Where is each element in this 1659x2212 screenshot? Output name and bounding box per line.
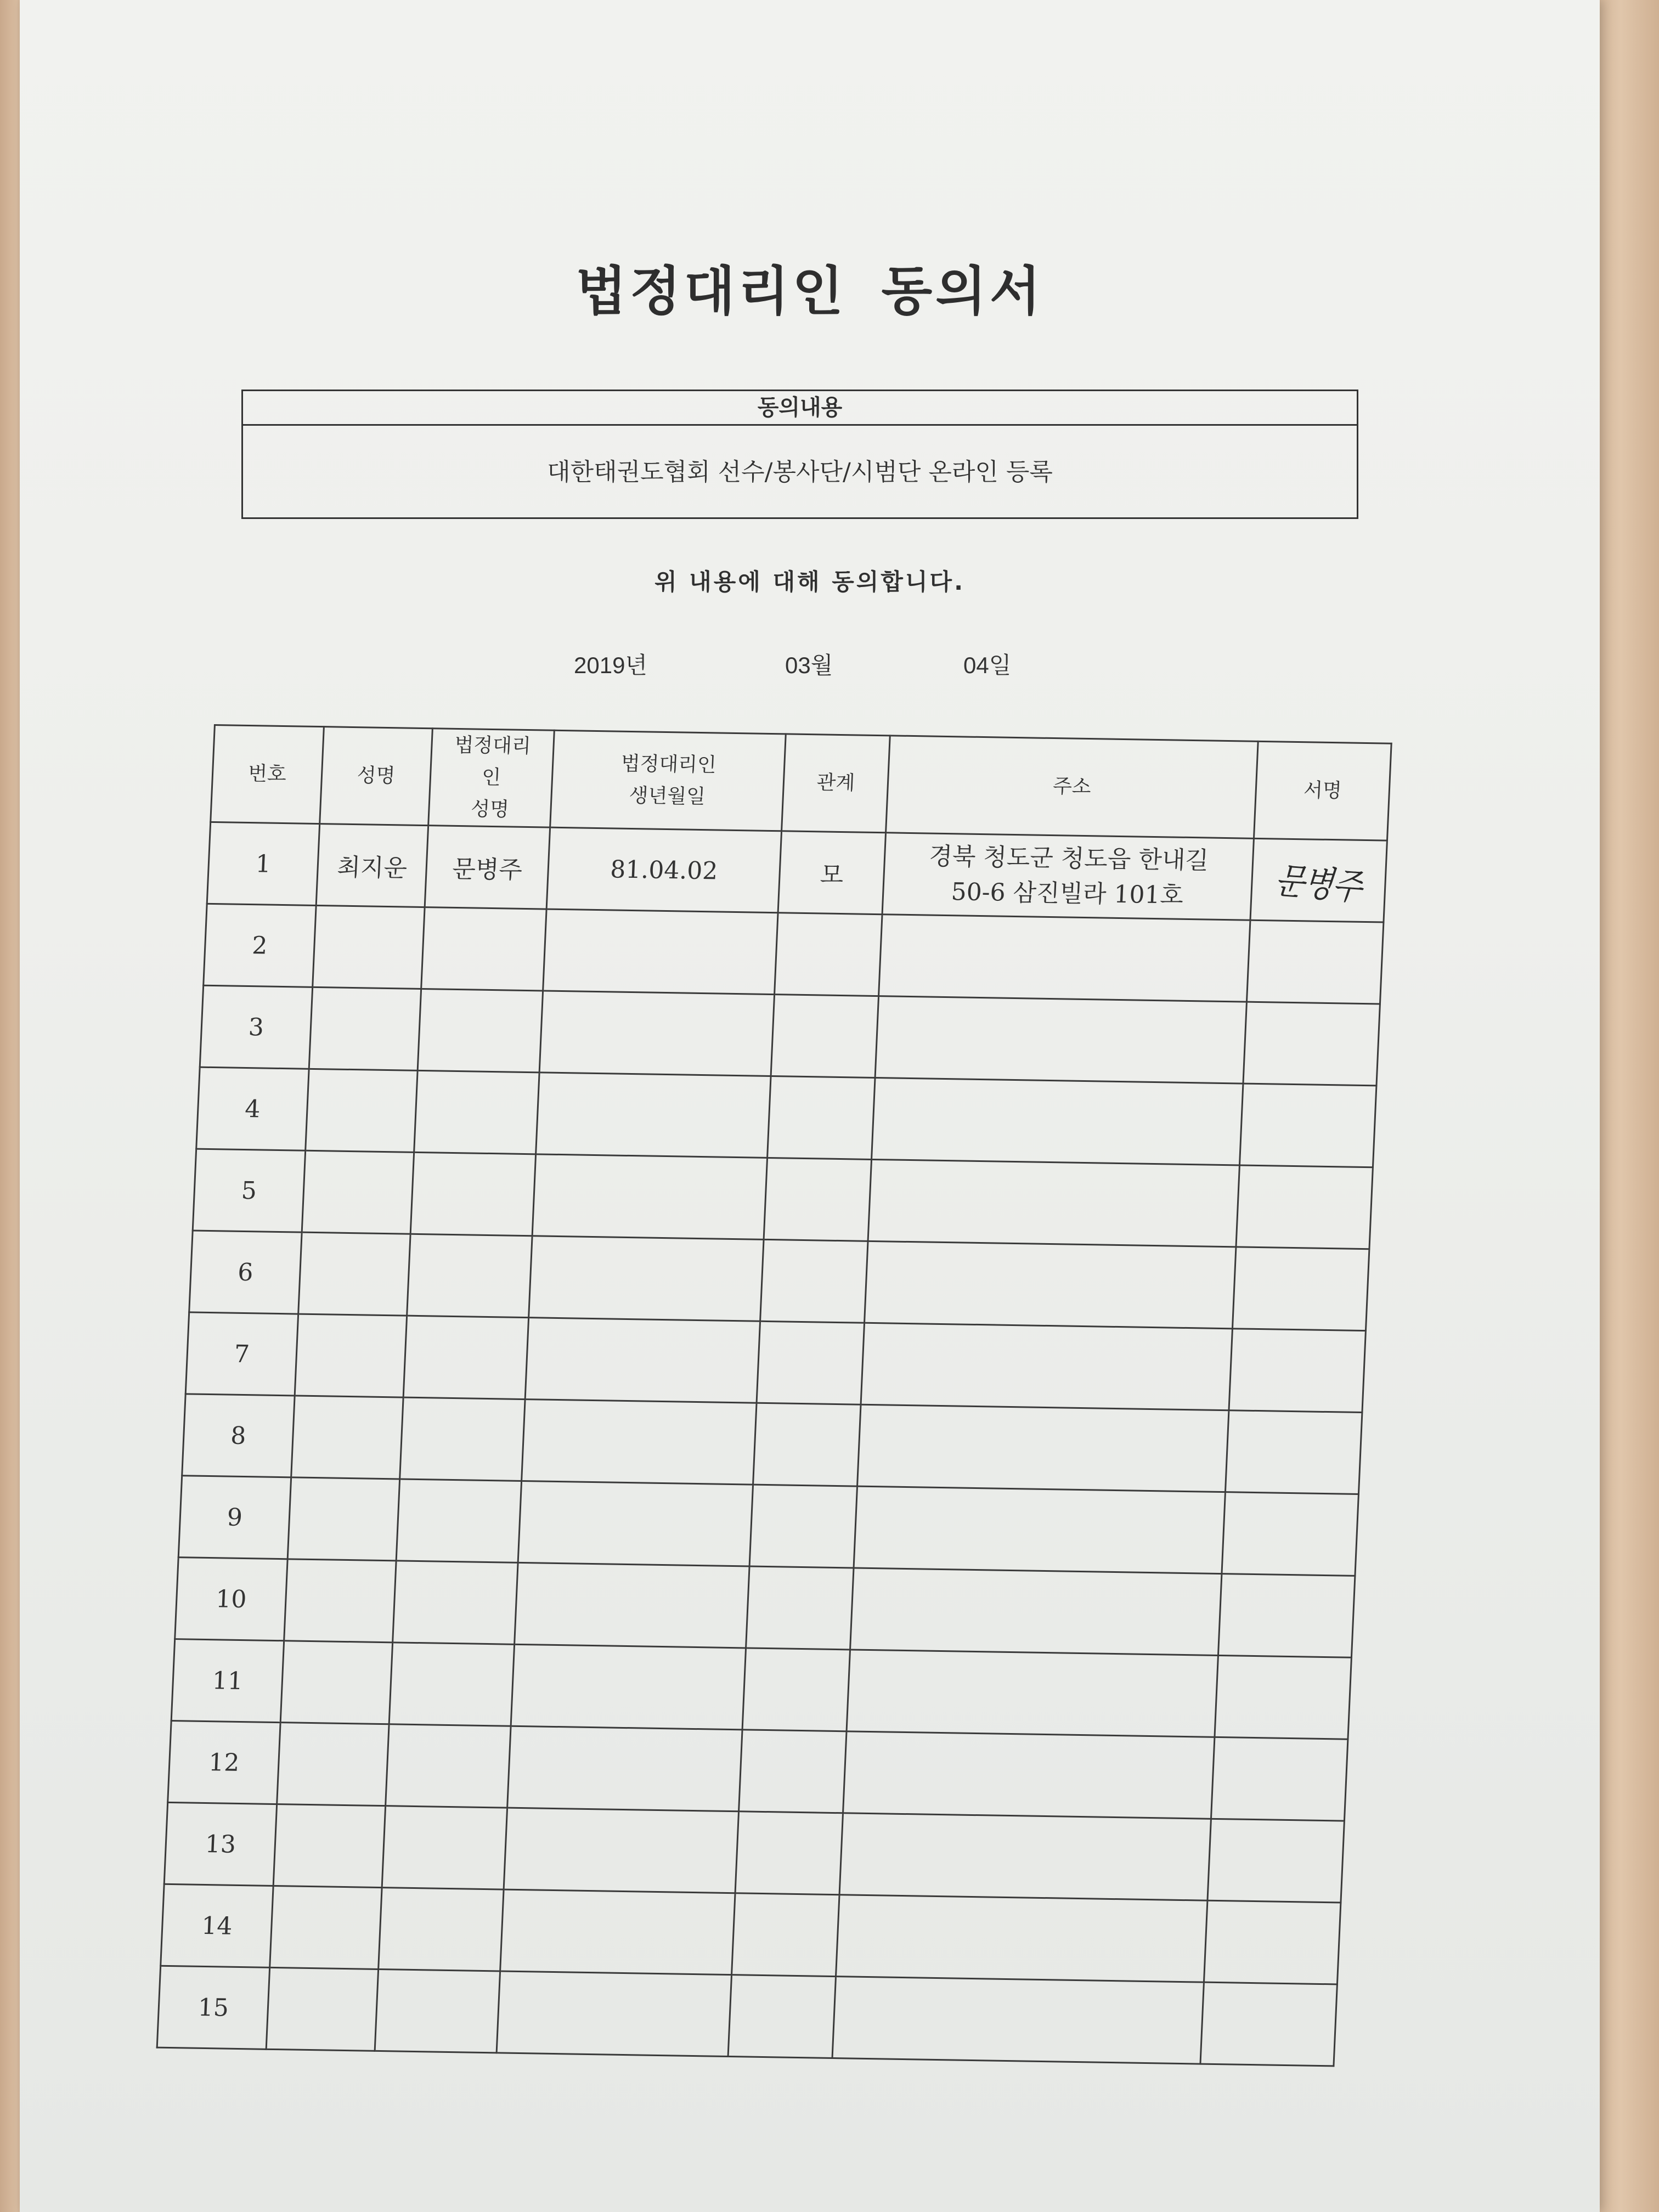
cell-address-line1 [838,1936,1205,1941]
cell-address [861,1323,1232,1410]
cell-signature [1246,920,1383,1004]
cell-number: 7 [185,1312,298,1396]
cell-name [266,1967,378,2051]
cell-relation [749,1485,857,1568]
header-guardian-name [428,729,555,827]
cell-address-line2 [864,1364,1230,1369]
cell-address-line2 [881,955,1248,961]
header-guardian-name-line3: 성명 [470,798,510,821]
cell-guardian-name [407,1234,532,1317]
cell-name [291,1396,403,1479]
cell-relation [732,1893,839,1977]
cell-signature [1204,1900,1340,1984]
cell-address-line1 [849,1690,1216,1696]
cell-number: 1 [207,822,319,905]
cell-signature [1243,1002,1380,1086]
cell-address [836,1895,1207,1982]
cell-address [843,1731,1215,1819]
cell-address-line1 [881,955,1248,961]
cell-number: 9 [178,1476,291,1559]
header-relation: 관계 [782,734,890,833]
cell-guardian-birth [536,1073,771,1158]
cell-number: 14 [161,1884,273,1967]
cell-relation [742,1648,850,1731]
header-address: 주소 [886,736,1259,838]
cell-name [277,1723,389,1806]
cell-guardian-name [382,1806,507,1889]
cell-signature [1229,1329,1365,1413]
document-title: 법정대리인 동의서 [575,261,1044,322]
cell-relation [768,1076,875,1160]
cell-address [839,1813,1211,1900]
cell-address [879,915,1250,1002]
cell-address-line2 [845,1772,1212,1778]
cell-address [832,1977,1204,2064]
cell-relation [757,1321,864,1404]
cell-number: 4 [196,1067,309,1150]
cell-signature [1222,1492,1358,1576]
cell-guardian-birth [529,1236,764,1322]
cell-address [875,996,1246,1084]
paper-sheet [20,0,1600,2212]
cell-name [302,1150,414,1234]
cell-signature [1211,1737,1347,1821]
cell-address-line1 [864,1364,1230,1369]
cell-guardian-name [396,1479,521,1562]
cell-guardian-name [386,1724,511,1808]
cell-relation [760,1239,868,1323]
cell-address-line1 [874,1119,1240,1124]
cell-guardian-birth [500,1889,735,1975]
cell-address-line2 [878,1037,1244,1042]
cell-address-line1 [856,1527,1223,1533]
cell-guardian-name [417,989,543,1072]
cell-relation [764,1158,871,1241]
cell-number: 2 [204,904,316,987]
cell-guardian-birth [507,1726,742,1812]
cell-relation: 모 [778,831,885,915]
cell-number: 10 [175,1558,287,1641]
cell-address-line2 [842,1854,1209,1859]
table-header-row [211,725,1391,841]
cell-number: 3 [200,985,312,1069]
header-guardian-birth-line2: 생년월일 [628,784,706,809]
cell-relation [728,1975,836,2058]
cell-address-line2 [835,2017,1201,2023]
consent-content: 대한태권도협회 선수/봉사단/시범단 온라인 등록 [547,458,1053,486]
cell-name [287,1477,399,1561]
cell-address-line2 [838,1936,1205,1941]
consent-header: 동의내용 [243,391,1357,426]
cell-address-line1 [853,1609,1219,1614]
date-year: 2019년 [574,652,648,678]
cell-number: 5 [193,1149,305,1232]
cell-relation [739,1730,847,1813]
cell-address-line2 [856,1527,1223,1533]
cell-guardian-birth [522,1400,757,1485]
date-day: 04일 [963,652,1012,678]
cell-address-line2 [849,1690,1216,1696]
consent-box [241,390,1358,519]
cell-guardian-birth: 81.04.02 [546,827,781,913]
cell-signature [1218,1574,1355,1658]
date-month: 03월 [785,652,833,678]
cell-signature [1232,1247,1369,1331]
date-row [20,647,1600,680]
cell-address [847,1650,1218,1737]
cell-address-line2 [871,1200,1237,1206]
cell-name [298,1232,410,1316]
cell-signature [1236,1165,1373,1249]
header-number: 번호 [211,725,324,824]
cell-guardian-name [375,1969,500,2052]
cell-signature [1215,1655,1351,1739]
cell-address [857,1404,1229,1492]
cell-guardian-birth [504,1808,738,1893]
header-name: 성명 [320,727,433,826]
cell-guardian-name: 문병주 [425,826,550,909]
cell-guardian-birth [525,1318,760,1403]
cell-name [284,1559,396,1643]
cell-guardian-birth [543,909,778,995]
cell-guardian-name [400,1397,525,1481]
cell-guardian-name [414,1070,539,1154]
cell-number: 12 [168,1721,280,1804]
cell-guardian-birth [539,991,774,1076]
cell-name: 최지운 [316,824,428,907]
cell-name [313,905,425,989]
cell-number: 6 [189,1231,302,1314]
cell-address-line1 [867,1282,1233,1288]
cell-name [273,1804,385,1888]
cell-address [854,1486,1225,1573]
header-guardian-name-line1: 법정대리 [454,733,532,758]
cell-address-line2 [860,1446,1226,1451]
desk-surface [1599,0,1659,2212]
cell-signature [1207,1819,1344,1903]
cell-name [280,1641,392,1724]
cell-address-line2 [853,1609,1219,1614]
cell-guardian-name [393,1561,518,1644]
cell-number: 8 [182,1394,295,1477]
cell-relation [746,1566,854,1650]
agree-statement: 위 내용에 대해 동의합니다. [654,568,966,595]
cell-signature [1200,1982,1337,2066]
cell-relation [753,1403,861,1486]
header-guardian-name-line2: 인 [481,766,501,789]
cell-name [270,1886,382,1969]
cell-guardian-birth [496,1971,731,2057]
guardian-table [156,724,1392,2067]
handwritten-signature: 문병주 [1273,859,1364,909]
cell-address-line1 [845,1772,1212,1778]
cell-relation [735,1812,843,1895]
cell-address-line2 [867,1282,1233,1288]
table-body [157,822,1387,2066]
cell-address-line1 [835,2017,1201,2023]
cell-guardian-name [389,1643,514,1726]
cell-relation [775,913,882,996]
cell-address [865,1241,1236,1328]
header-guardian-birth-line1: 법정대리인 [620,752,717,777]
cell-address [850,1568,1222,1655]
cell-guardian-name [421,907,546,991]
cell-guardian-name [403,1316,528,1399]
cell-address-line2: 50-6 삼진빌라 101호 [950,878,1184,910]
cell-address [868,1159,1239,1246]
cell-address [872,1078,1243,1165]
cell-address-line1 [878,1037,1244,1042]
cell-name [309,987,421,1070]
cell-number: 13 [164,1802,276,1886]
cell-guardian-name [379,1888,504,1971]
cell-number: 15 [157,1966,269,2049]
cell-name [295,1314,407,1397]
guardian-table-wrapper [156,724,1391,2067]
cell-guardian-birth [532,1154,767,1240]
cell-address-line2 [874,1119,1240,1124]
cell-address-line1: 경북 청도군 청도읍 한내길 [928,842,1210,875]
cell-number: 11 [171,1639,284,1723]
cell-guardian-birth [518,1481,753,1566]
cell-signature [1225,1410,1362,1494]
header-guardian-birth [550,730,786,831]
cell-signature [1239,1084,1376,1167]
header-signature: 서명 [1254,741,1391,840]
cell-guardian-birth [511,1644,746,1730]
cell-address-line1 [871,1200,1237,1206]
cell-guardian-name [410,1152,535,1235]
cell-address-line1 [842,1854,1209,1859]
cell-address-line1 [860,1446,1226,1451]
cell-address [882,833,1254,920]
cell-name [306,1069,417,1152]
cell-relation [771,995,878,1078]
cell-signature [1250,838,1387,922]
cell-guardian-birth [515,1562,749,1648]
